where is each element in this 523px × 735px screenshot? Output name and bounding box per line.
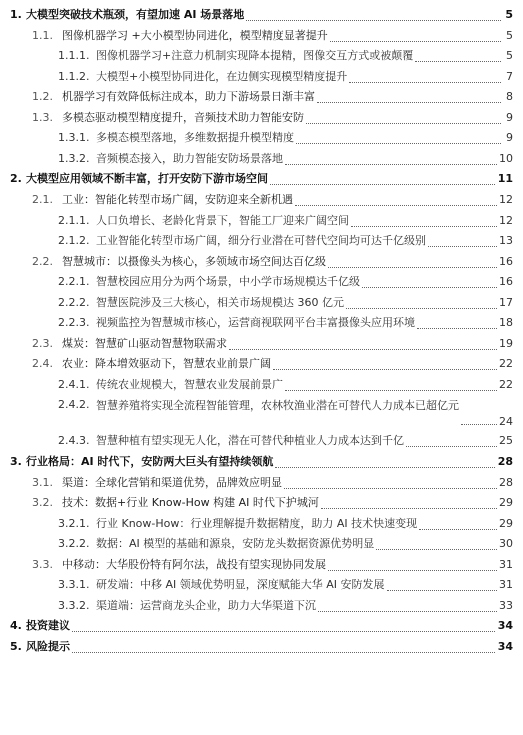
toc-entry-title: 图像机器学习+注意力机制实现降本提精，图像交互方式或被颠覆 <box>96 49 414 62</box>
toc-entry[interactable] <box>0 107 523 127</box>
toc-leader-dots <box>229 349 501 350</box>
toc-entry-number: 2.4.3. <box>58 434 90 447</box>
toc-entry-number: 3.3.1. <box>58 578 90 591</box>
toc-entry-page: 9 <box>506 110 513 124</box>
toc-entry[interactable] <box>0 210 523 230</box>
toc-entry-number: 3.2.2. <box>58 537 90 550</box>
toc-leader-dots <box>246 20 501 21</box>
toc-entry-page: 5 <box>506 28 513 42</box>
toc-entry-title: 中移动：大华股份特有阿尔法，战投有望实现协同发展 <box>62 557 326 571</box>
toc-entry-title: 图像机器学习 +大小模型协同进化，模型精度显著提升 <box>62 28 328 42</box>
toc-entry-title: 投资建议 <box>26 619 70 632</box>
toc-entry-page: 7 <box>506 69 513 83</box>
toc-entry-page: 30 <box>499 537 513 550</box>
toc-entry-page: 19 <box>499 336 513 350</box>
toc-entry[interactable] <box>0 292 523 312</box>
toc-entry[interactable] <box>0 394 523 428</box>
toc-entry-page: 13 <box>499 234 513 247</box>
toc-leader-dots <box>346 308 501 309</box>
toc-entry-title: 工业智能化转型市场广阔，细分行业潜在可替代空间均可达千亿级别 <box>96 234 426 247</box>
toc-entry-number: 1.1. <box>32 28 53 42</box>
toc-entry-number: 1.1.2. <box>58 69 90 83</box>
toc-entry-number: 2.4.1. <box>58 377 90 391</box>
toc-entry[interactable] <box>0 86 523 106</box>
toc-entry[interactable] <box>0 595 523 615</box>
toc-entry-page: 17 <box>499 295 513 309</box>
toc-entry-number: 2.4.2. <box>58 398 90 411</box>
toc-entry-page: 18 <box>499 316 513 329</box>
toc-entry-page: 9 <box>506 131 513 144</box>
toc-entry-number: 2.1.2. <box>58 234 90 247</box>
toc-entry-number: 2.2.2. <box>58 295 90 309</box>
toc-entry[interactable] <box>0 451 523 471</box>
toc-entry-number: 2.2.1. <box>58 275 90 288</box>
toc-entry-title: 传统农业规模大，智慧农业发展前景广 <box>96 377 283 391</box>
toc-entry-title: 智慧校园应用分为两个场景，中小学市场规模达千亿级 <box>96 275 360 288</box>
toc-entry-page: 31 <box>499 578 513 591</box>
toc-entry-number: 3.2. <box>32 496 53 509</box>
toc-leader-dots <box>318 611 501 612</box>
toc-entry[interactable] <box>0 430 523 450</box>
toc-entry-page: 16 <box>499 254 513 268</box>
toc-leader-dots <box>351 226 501 227</box>
toc-entry-number: 4. <box>10 619 22 632</box>
toc-entry-page: 12 <box>499 213 513 227</box>
toc-entry[interactable] <box>0 25 523 45</box>
toc-entry-title: 渠道端：运营商龙头企业，助力大华渠道下沉 <box>96 598 316 612</box>
toc-leader-dots <box>285 164 501 165</box>
toc-entry[interactable] <box>0 615 523 635</box>
toc-entry-page: 31 <box>499 557 513 571</box>
toc-entry[interactable] <box>0 513 523 533</box>
toc-entry-title: 工业：智能化转型市场广阔，安防迎来全新机遇 <box>62 193 293 206</box>
toc-entry-number: 1.3. <box>32 110 53 124</box>
toc-entry-number: 5. <box>10 640 22 653</box>
toc-entry-title: 研发端：中移 AI 领域优势明显，深度赋能大华 AI 安防发展 <box>96 578 385 591</box>
toc-entry-title: 大模型应用领域不断丰富，打开安防下游市场空间 <box>26 172 268 185</box>
toc-entry-page: 34 <box>497 640 513 653</box>
toc-entry-title: 风险提示 <box>26 640 70 653</box>
toc-leader-dots <box>295 205 501 206</box>
toc-entry[interactable] <box>0 574 523 594</box>
toc-leader-dots <box>406 446 501 447</box>
toc-entry-title: 智慧医院涉及三大核心，相关市场规模达 360 亿元 <box>96 295 344 309</box>
toc-entry-number: 2.1.1. <box>58 213 90 227</box>
toc-entry-title: 行业 Know-How：行业理解提升数据精度，助力 AI 技术快速变现 <box>96 516 418 530</box>
toc-entry-page: 28 <box>499 475 513 489</box>
toc-entry-page: 29 <box>499 516 513 530</box>
toc-leader-dots <box>328 570 501 571</box>
toc-entry-title: 渠道：全球化营销和渠道优势，品牌效应明显 <box>62 475 282 489</box>
toc-entry-page: 5 <box>506 49 513 62</box>
toc-entry-title: 农业：降本增效驱动下，智慧农业前景广阔 <box>62 357 271 370</box>
toc-entry-title: 数据：AI 模型的基础和源泉，安防龙头数据资源优势明显 <box>96 537 375 550</box>
toc-leader-dots <box>362 287 501 288</box>
toc-entry-title: 煤炭：智慧矿山驱动智慧物联需求 <box>62 336 227 350</box>
toc-entry-title: 大模型+小模型协同进化，在边侧实现模型精度提升 <box>96 69 348 83</box>
toc-entry-page: 22 <box>499 377 513 391</box>
toc-entry[interactable] <box>0 333 523 353</box>
toc-leader-dots <box>284 488 501 489</box>
toc-entry[interactable] <box>0 374 523 394</box>
toc-leader-dots <box>461 424 501 425</box>
toc-entry[interactable] <box>0 45 523 65</box>
toc-entry[interactable] <box>0 472 523 492</box>
toc-leader-dots <box>376 549 501 550</box>
toc-entry[interactable] <box>0 66 523 86</box>
toc-entry-page: 33 <box>499 598 513 612</box>
toc-entry[interactable] <box>0 271 523 291</box>
toc-entry[interactable] <box>0 4 523 24</box>
toc-entry-page: 24 <box>499 415 513 428</box>
toc-entry[interactable] <box>0 189 523 209</box>
toc-leader-dots <box>417 328 501 329</box>
toc-entry-number: 2.3. <box>32 336 53 350</box>
toc-entry-number: 3.3. <box>32 557 53 571</box>
toc-entry-title: 智慧养殖将实现全流程智能管理，农林牧渔业潜在可替代人力成本已超亿元 <box>96 398 496 413</box>
toc-entry-page: 34 <box>497 619 513 632</box>
toc-entry[interactable] <box>0 312 523 332</box>
toc-entry-page: 11 <box>497 172 513 185</box>
toc-entry-number: 2. <box>10 172 22 185</box>
toc-entry-title: 行业格局：AI 时代下，安防两大巨头有望持续领航 <box>26 454 274 468</box>
toc-entry-title: 技术：数据+行业 Know-How 构建 AI 时代下护城河 <box>62 496 319 509</box>
toc-entry-number: 1. <box>10 8 22 21</box>
toc-entry-page: 5 <box>505 8 513 21</box>
toc-entry-title: 人口负增长、老龄化背景下，智能工厂迎来广阔空间 <box>96 213 349 227</box>
toc-entry-title: 视频监控为智慧城市核心，运营商视联网平台丰富摄像头应用环境 <box>96 316 415 329</box>
toc-entry[interactable] <box>0 127 523 147</box>
toc-entry-number: 1.3.2. <box>58 151 90 165</box>
toc-entry-number: 1.1.1. <box>58 49 90 62</box>
toc-entry-number: 2.4. <box>32 357 53 370</box>
toc-leader-dots <box>296 143 501 144</box>
toc-entry-title: 音频模态接入，助力智能安防场景落地 <box>96 151 283 165</box>
toc-entry[interactable] <box>0 148 523 168</box>
toc-entry-title: 智慧城市：以摄像头为核心，多领域市场空间达百亿级 <box>62 254 326 268</box>
toc-entry-number: 3.2.1. <box>58 516 90 530</box>
toc-entry-number: 2.2.3. <box>58 316 90 329</box>
toc-entry-title: 大模型突破技术瓶颈，有望加速 AI 场景落地 <box>26 8 245 21</box>
toc-leader-dots <box>415 61 501 62</box>
toc-entry-number: 2.2. <box>32 254 53 268</box>
toc-entry-page: 29 <box>499 496 513 509</box>
toc-entry[interactable] <box>0 533 523 553</box>
toc-entry-page: 10 <box>499 151 513 165</box>
toc-entry-page: 8 <box>506 90 513 103</box>
toc-leader-dots <box>273 369 501 370</box>
toc-leader-dots <box>72 652 501 653</box>
toc-entry-page: 28 <box>497 454 513 468</box>
toc-leader-dots <box>321 508 501 509</box>
toc-leader-dots <box>270 184 501 185</box>
toc-leader-dots <box>330 41 501 42</box>
toc-leader-dots <box>349 82 501 83</box>
toc-leader-dots <box>306 123 501 124</box>
toc-entry-page: 12 <box>499 193 513 206</box>
toc-entry-number: 1.2. <box>32 90 53 103</box>
toc-entry-title: 多模态驱动模型精度提升，音频技术助力智能安防 <box>62 110 304 124</box>
toc-entry-title: 机器学习有效降低标注成本，助力下游场景日渐丰富 <box>62 90 315 103</box>
toc-entry[interactable] <box>0 492 523 512</box>
toc-entry[interactable] <box>0 353 523 373</box>
toc-leader-dots <box>387 590 501 591</box>
toc-leader-dots <box>419 529 501 530</box>
toc-entry[interactable] <box>0 230 523 250</box>
toc-entry-number: 2.1. <box>32 193 53 206</box>
toc-entry-page: 16 <box>499 275 513 288</box>
toc-entry-page: 22 <box>499 357 513 370</box>
toc-entry[interactable] <box>0 251 523 271</box>
toc-entry-number: 3.3.2. <box>58 598 90 612</box>
toc-entry-title: 多模态模型落地，多维数据提升模型精度 <box>96 131 294 144</box>
toc-entry-number: 3. <box>10 454 22 468</box>
toc-leader-dots <box>328 267 501 268</box>
toc-leader-dots <box>317 102 501 103</box>
toc-entry[interactable] <box>0 554 523 574</box>
toc-entry[interactable] <box>0 636 523 656</box>
toc-leader-dots <box>275 467 501 468</box>
toc-leader-dots <box>285 390 501 391</box>
toc-entry-number: 3.1. <box>32 475 53 489</box>
toc-entry-title: 智慧种植有望实现无人化，潜在可替代种植业人力成本达到千亿 <box>96 434 404 447</box>
toc-leader-dots <box>428 246 501 247</box>
toc-leader-dots <box>72 631 501 632</box>
toc-entry-number: 1.3.1. <box>58 131 90 144</box>
toc-entry[interactable] <box>0 168 523 188</box>
toc-entry-page: 25 <box>499 434 513 447</box>
